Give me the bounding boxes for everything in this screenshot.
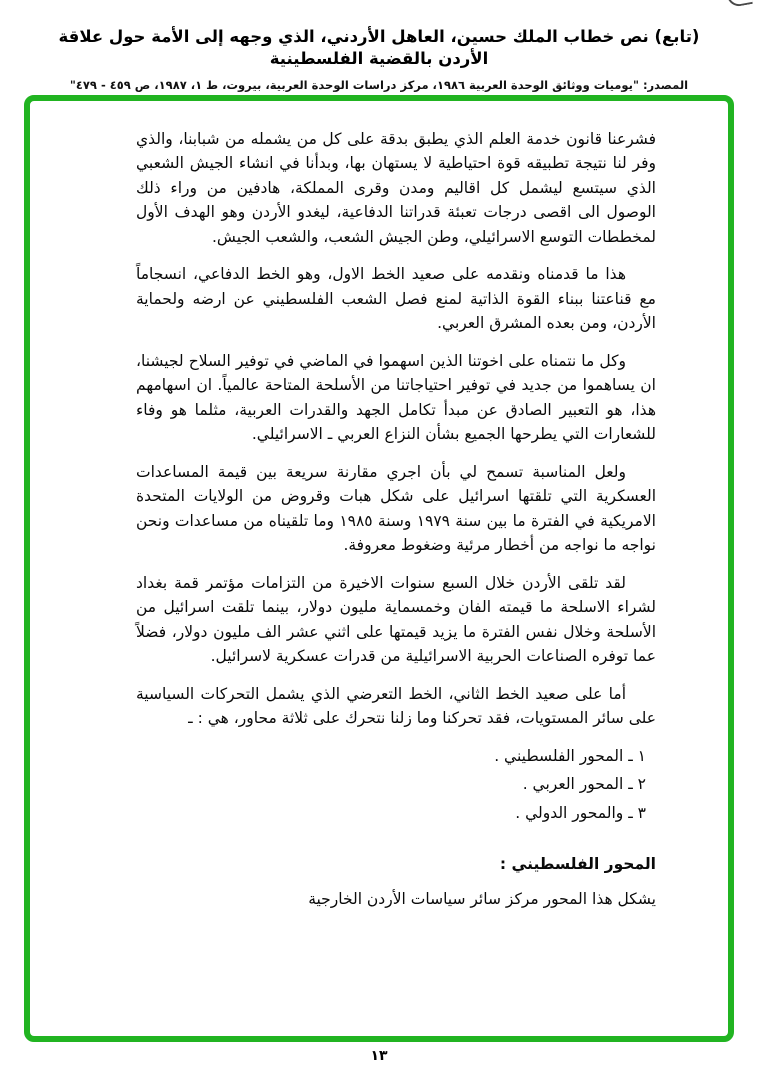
document-header	[0, 26, 758, 92]
body-paragraph-3: وكل ما نتمناه على اخوتنا الذين اسهموا في الماضي في توفير السلاح لجيشنا، ان يساهموا من جديد في توفير احتياجاتنا من الأسلحة المتاحة عالمياً. ان اسهامهم هذا، هو التعبير الصادق عن مبدأ تكامل الجهد والقدرات العربية، مثلما هو وفاء للشعارات التي يطرحها الجميع بشأن النزاع العربي ـ الاسرائيلي.	[136, 351, 656, 444]
closing-paragraph: يشكل هذا المحور مركز سائر سياسات الأردن الخارجية	[308, 890, 656, 909]
document-title: (تابع) نص خطاب الملك حسين، العاهل الأردني، الذي وجهه إلى الأمة حول علاقة الأردن بالقضية الفلسطينية	[58, 27, 700, 69]
body-paragraph-6: أما على صعيد الخط الثاني، الخط التعرضي الذي يشمل التحركات السياسية على سائر المستويات، فقد تحركنا وما زلنا نتحرك على ثلاثة محاور، هي : ـ	[136, 684, 656, 728]
body-paragraph-5: لقد تلقى الأردن خلال السبع سنوات الاخيرة من التزامات مؤتمر قمة بغداد لشراء الاسلحة ما قيمته الفان وخمسماية مليون دولار، بينما تلقت اسرائيل من الأسلحة وخلال نفس الفترة ما يزيد قيمتها على اثني عشر الف مليون دولار، فضلاً عما توفره الصناعات الحربية الاسرائيلية من قدرات عسكرية لاسرائيل.	[136, 573, 656, 666]
axis-item-palestinian: ١ ـ المحور الفلسطيني .	[494, 746, 646, 765]
axis-item-international: ٣ ـ والمحور الدولي .	[515, 803, 646, 822]
body-paragraph-1: فشرعنا قانون خدمة العلم الذي يطبق بدقة على كل من يشمله من شبابنا، والذي وفر لنا نتيجة تطبيقه قوة احتياطية لا يستهان بها، وبدأنا في انشاء الجيش الشعبي الذي سيتسع ليشمل كل اقاليم ومدن وقرى المملكة، هادفين من وراء ذلك الوصول الى اقصى درجات تعبئة قدراتنا الدفاعية، ليغدو الأردن وهو الهدف الأول لمخططات التوسع الاسرائيلي، وطن الجيش الشعب، والشعب الجيش.	[136, 130, 656, 246]
page-number: ١٣	[370, 1048, 388, 1064]
section-heading-palestinian-axis: المحور الفلسطيني :	[499, 855, 656, 874]
content-frame	[24, 95, 734, 1042]
axis-item-arab: ٢ ـ المحور العربي .	[522, 775, 646, 794]
body-paragraph-4: ولعل المناسبة تسمح لي بأن اجري مقارنة سريعة بين قيمة المساعدات العسكرية التي تلقتها اسرائيل على شكل هبات وقروض من الولايات المتحدة الامريكية في الفترة ما بين سنة ١٩٧٩ وسنة ١٩٨٥ وما تلقيناه من مساعدات ونحن نواجه ما نواجه من أخطار مرئية وضغوط معروفة.	[136, 462, 656, 555]
source-citation: المصدر: "يوميات ووثائق الوحدة العربية ١٩٨٦، مركز دراسات الوحدة العربية، بيروت، ط ١، ١٩٨٧، ص ٤٥٩ - ٤٧٩"	[69, 77, 689, 92]
body-paragraph-2: هذا ما قدمناه ونقدمه على صعيد الخط الاول، وهو الخط الدفاعي، انسجاماً مع قناعتنا ببناء القوة الذاتية لمنع فصل الشعب الفلسطيني عن ارضه ولحماية الأردن، ومن بعده المشرق العربي.	[136, 265, 656, 333]
handwritten-corner-mark	[727, 0, 753, 8]
axes-list	[136, 744, 646, 825]
